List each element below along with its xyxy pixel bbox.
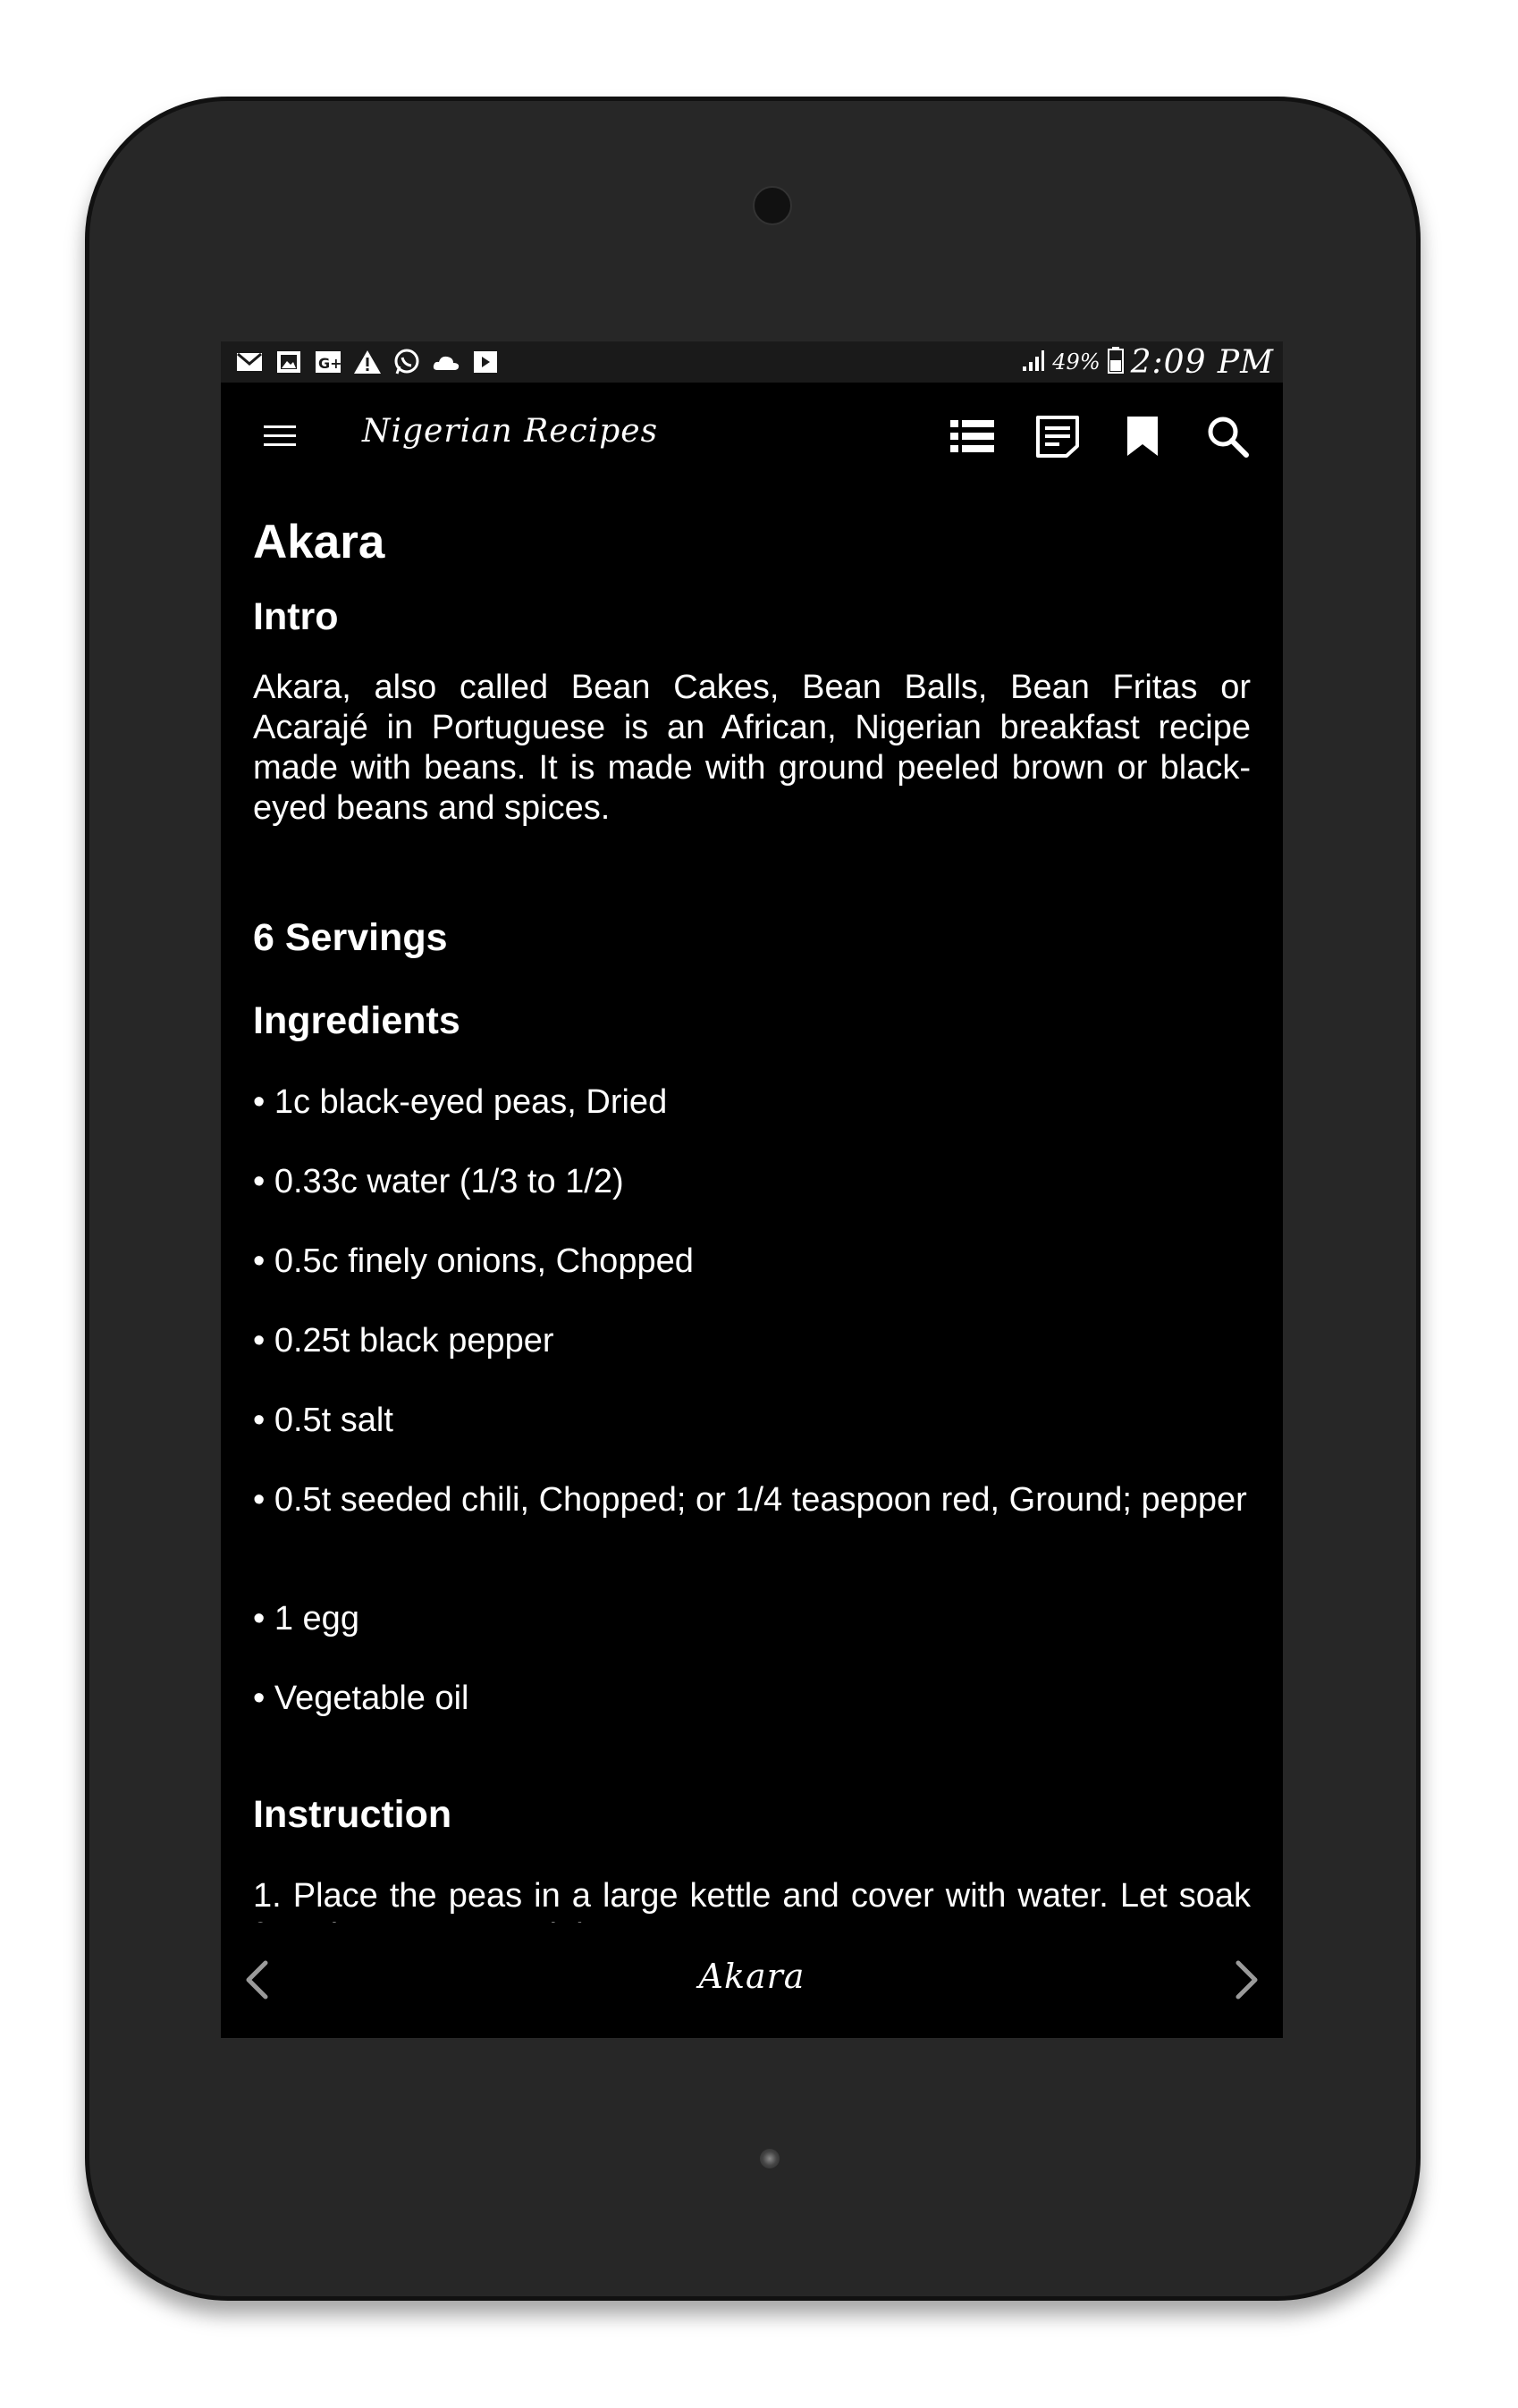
google-plus-icon bbox=[314, 349, 342, 375]
notes-icon[interactable] bbox=[1033, 411, 1083, 461]
device-screen bbox=[221, 341, 1283, 2038]
signal-icon bbox=[1022, 349, 1045, 375]
system-status bbox=[1022, 345, 1274, 379]
search-icon[interactable] bbox=[1202, 411, 1252, 461]
battery-icon bbox=[1108, 347, 1124, 377]
recipe-content[interactable] bbox=[253, 490, 1251, 1923]
instruction-step: 1. Place the peas in a large kettle and cover with water. Let soak bbox=[253, 1877, 1251, 1915]
ingredient-item: • Vegetable oil bbox=[253, 1680, 469, 1717]
warning-icon bbox=[353, 349, 382, 375]
image-icon bbox=[274, 349, 303, 375]
svg-text:G+: G+ bbox=[318, 355, 342, 372]
list-icon[interactable] bbox=[948, 411, 998, 461]
hamburger-menu-icon[interactable] bbox=[264, 420, 299, 452]
play-store-icon bbox=[471, 349, 500, 375]
servings-heading: 6 Servings bbox=[253, 916, 448, 959]
ingredient-item: • 0.33c water (1/3 to 1/2) bbox=[253, 1163, 624, 1200]
status-bar bbox=[221, 341, 1283, 383]
ingredients-heading: Ingredients bbox=[253, 999, 460, 1042]
mail-icon bbox=[235, 349, 264, 375]
whatsapp-icon bbox=[392, 349, 421, 375]
ingredient-item: • 0.5t seeded chili, Chopped; or 1/4 teaspoon red, Ground; pepper bbox=[253, 1481, 1247, 1519]
notification-icons bbox=[235, 348, 500, 376]
intro-heading: Intro bbox=[253, 595, 339, 638]
ingredient-item: • 1 egg bbox=[253, 1600, 359, 1638]
battery-percent: 49% bbox=[1052, 349, 1101, 375]
current-recipe-title: Akara bbox=[698, 1957, 805, 1996]
ingredient-item: • 0.5t salt bbox=[253, 1402, 393, 1439]
bottom-navigation bbox=[221, 1923, 1283, 2038]
intro-text: Akara, also called Bean Cakes, Bean Balls, Bean Fritas or Acarajé in Portuguese is an African, Nigerian breakfast recipe made with beans. It is made with ground peeled brown or black-eyed beans and spices. bbox=[253, 669, 1251, 827]
instruction-heading: Instruction bbox=[253, 1793, 452, 1836]
bookmark-icon[interactable] bbox=[1117, 411, 1168, 461]
front-camera bbox=[753, 186, 792, 225]
ingredient-item: • 1c black-eyed peas, Dried bbox=[253, 1083, 668, 1121]
clock: 2:09 PM bbox=[1130, 343, 1274, 381]
home-indicator bbox=[760, 2149, 780, 2168]
recipe-title: Akara bbox=[253, 516, 385, 568]
next-recipe-button[interactable] bbox=[1220, 1953, 1274, 2007]
app-title: Nigerian Recipes bbox=[362, 413, 659, 450]
ingredient-item: • 0.25t black pepper bbox=[253, 1322, 554, 1360]
app-bar bbox=[221, 383, 1283, 490]
ingredient-item: • 0.5c finely onions, Chopped bbox=[253, 1242, 694, 1280]
cloud-icon bbox=[432, 349, 460, 375]
